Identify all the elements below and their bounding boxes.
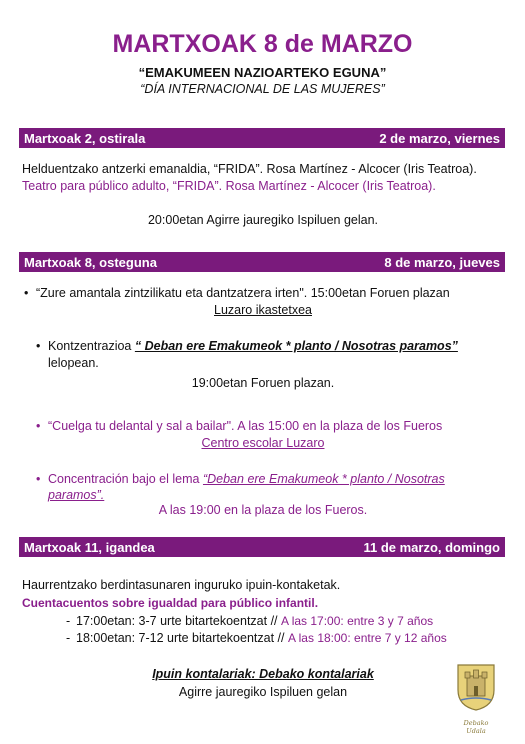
section-date-basque: Martxoak 8, osteguna bbox=[24, 254, 157, 270]
event-text: “Zure amantala zintzilikatu eta dantzatzera irten". 15:00etan Foruen plazan bbox=[36, 286, 450, 300]
schedule-basque: 18:00etan: 7-12 urte bitartekoentzat // bbox=[76, 631, 285, 645]
page-title: MARTXOAK 8 de MARZO bbox=[112, 30, 413, 58]
event-prefix: Concentración bajo el lema bbox=[48, 472, 200, 486]
event-text: “Cuelga tu delantal y sal a bailar". A las 15:00 en la plaza de los Fueros bbox=[48, 419, 443, 433]
section-date-spanish: 11 de marzo, domingo bbox=[363, 539, 500, 555]
event-text-basque: Haurrentzako berdintasunaren inguruko ipuin-kontaketak. bbox=[22, 578, 341, 592]
schedule-spanish: A las 18:00: entre 7 y 12 años bbox=[287, 631, 447, 645]
event-place: 19:00etan Foruen plazan. bbox=[191, 376, 335, 390]
event-place-link: Centro escolar Luzaro bbox=[201, 436, 325, 450]
slogan: “ Deban ere Emakumeok * planto / Nosotras paramos” bbox=[134, 339, 458, 353]
schedule-basque: 17:00etan: 3-7 urte bitartekoentzat // bbox=[76, 614, 278, 628]
municipal-logo bbox=[455, 662, 497, 735]
event-place: Agirre jauregiko Ispiluen gelan bbox=[178, 685, 348, 699]
event-place-link: Luzaro ikastetxea bbox=[214, 303, 312, 317]
schedule-spanish: A las 17:00: entre 3 y 7 años bbox=[281, 614, 434, 628]
slogan: “Deban ere Emakumeok * planto / Nosotras bbox=[202, 472, 445, 486]
event-prefix: Kontzentrazioa bbox=[48, 339, 132, 353]
section-bar-march-8 bbox=[19, 252, 505, 272]
list-item: • “Zure amantala zintzilikatu eta dantzatzera irten". 15:00etan Foruen plazan bbox=[24, 286, 450, 300]
list-item: - 17:00etan: 3-7 urte bitartekoentzat // A las 17:00: entre 3 y 7 años bbox=[66, 614, 434, 628]
list-item: • “Cuelga tu delantal y sal a bailar". A las 15:00 en la plaza de los Fueros bbox=[36, 419, 443, 433]
section-date-spanish: 8 de marzo, jueves bbox=[384, 254, 500, 270]
event-suffix: lelopean. bbox=[48, 356, 99, 370]
list-item: • Concentración bajo el lema “Deban ere Emakumeok * planto / Nosotras bbox=[36, 472, 445, 486]
subtitle-basque: “EMAKUMEEN NAZIOARTEKO EGUNA” bbox=[138, 65, 387, 80]
section-bar-march-11 bbox=[19, 537, 505, 557]
logo-caption: Debako Udala bbox=[463, 719, 489, 735]
event-text-basque: Helduentzako antzerki emanaldia, “FRIDA”. Rosa Martínez - Alcocer (Iris Teatroa). bbox=[22, 162, 477, 176]
slogan-continued: paramos”. bbox=[48, 488, 105, 502]
coat-of-arms-icon bbox=[455, 662, 497, 712]
event-text-spanish: Cuentacuentos sobre igualdad para público infantil. bbox=[22, 596, 319, 610]
list-item: - 18:00etan: 7-12 urte bitartekoentzat // A las 18:00: entre 7 y 12 años bbox=[66, 631, 447, 645]
subtitle-spanish: “DÍA INTERNACIONAL DE LAS MUJERES” bbox=[140, 82, 385, 96]
section-bar-march-2 bbox=[19, 128, 505, 148]
section-1-body bbox=[22, 161, 504, 195]
list-item: • Kontzentrazioa “ Deban ere Emakumeok * planto / Nosotras paramos” bbox=[36, 339, 458, 353]
section-date-spanish: 2 de marzo, viernes bbox=[379, 130, 500, 146]
section-date-basque: Martxoak 2, ostirala bbox=[24, 130, 146, 146]
event-place: 20:00etan Agirre jauregiko Ispiluen gelan. bbox=[147, 213, 379, 227]
event-text-spanish: Teatro para público adulto, “FRIDA”. Rosa Martínez - Alcocer (Iris Teatroa). bbox=[22, 179, 436, 193]
storytellers: Ipuin kontalariak: Debako kontalariak bbox=[152, 667, 374, 681]
event-place: A las 19:00 en la plaza de los Fueros. bbox=[158, 503, 368, 517]
section-date-basque: Martxoak 11, igandea bbox=[24, 539, 155, 555]
